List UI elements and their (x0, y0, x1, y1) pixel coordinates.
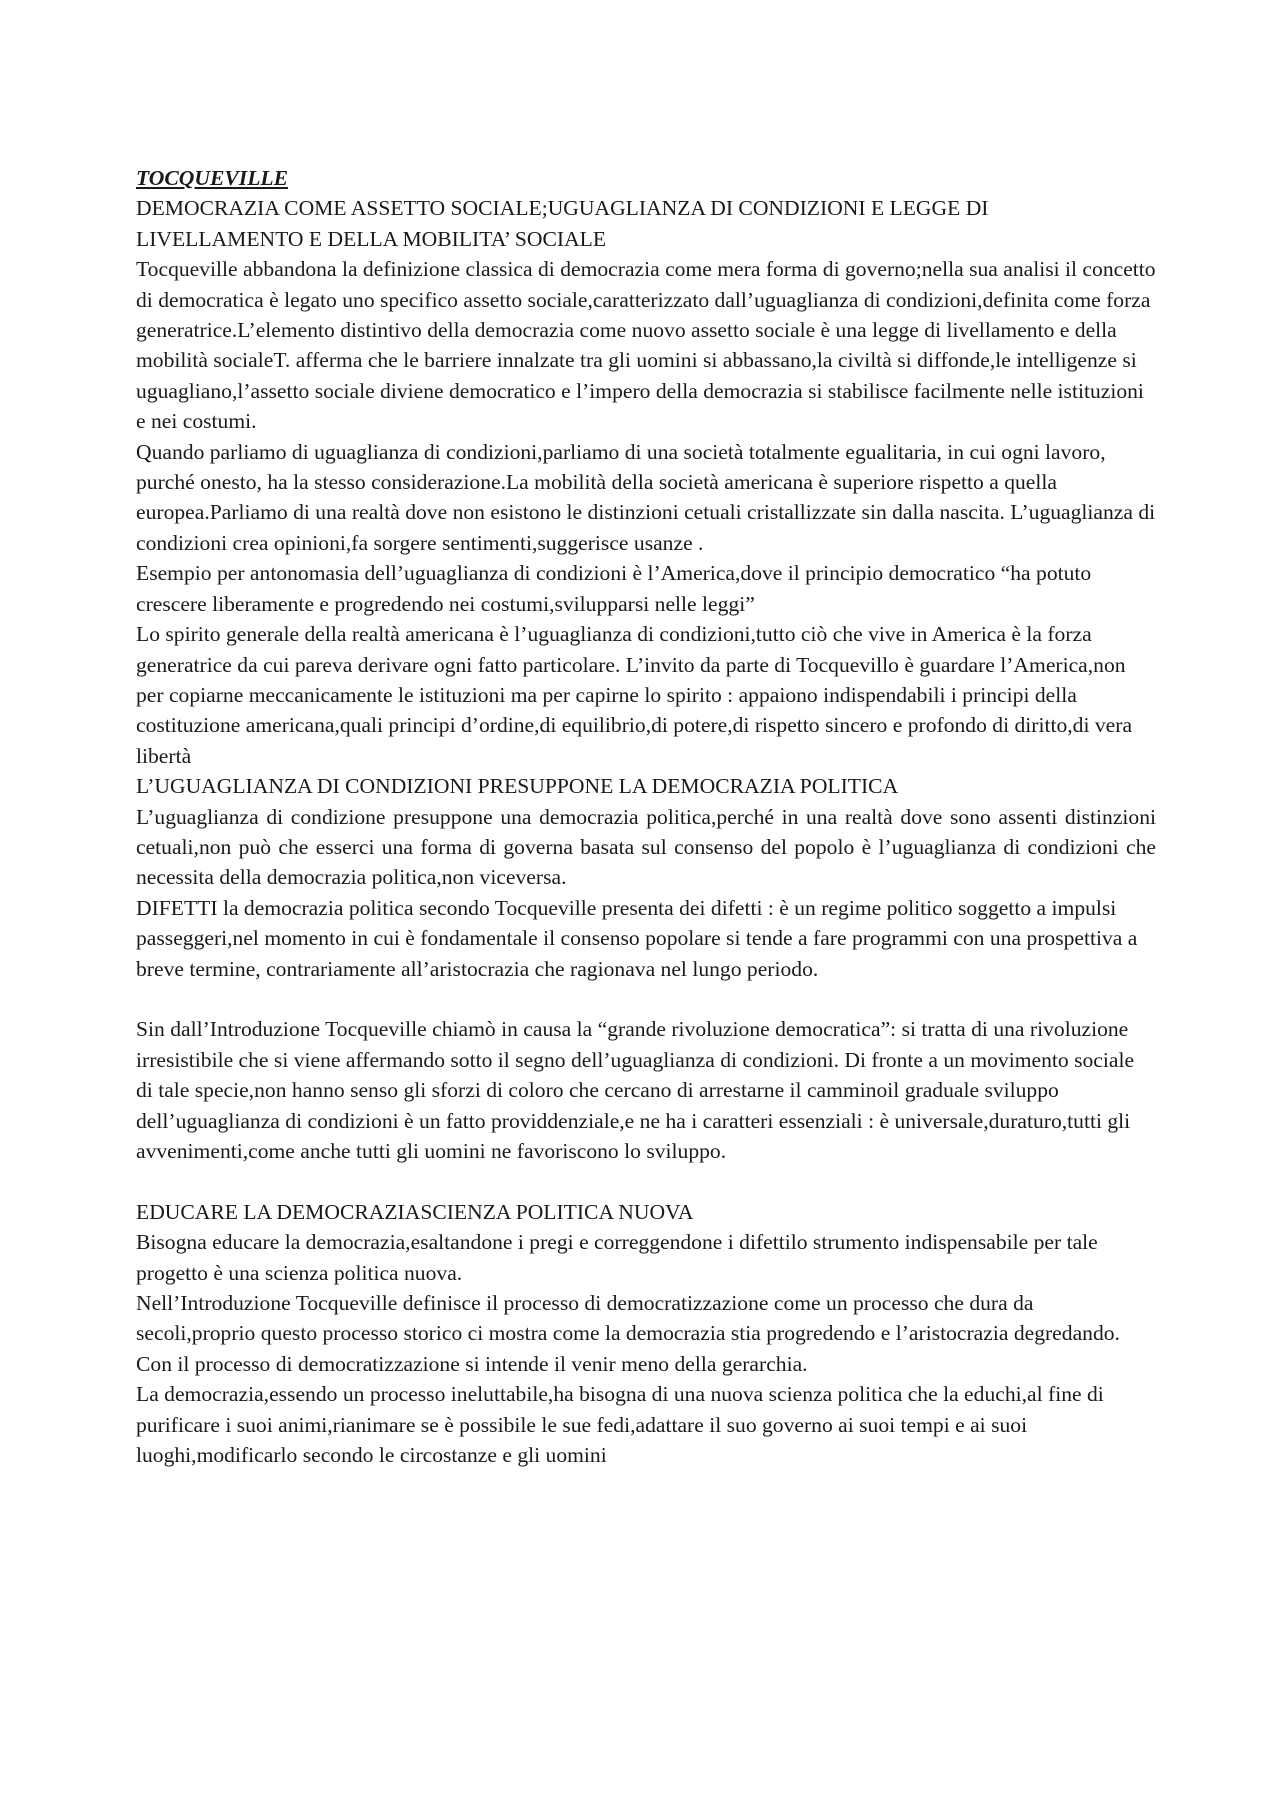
paragraph: Bisogna educare la democrazia,esaltandone i pregi e correggendone i difettilo strumento indispensabile per tale progetto è una scienza politica nuova. (136, 1230, 1098, 1285)
paragraph: La democrazia,essendo un processo ineluttabile,ha bisogna di una nuova scienza politica che la educhi,al fine di purificare i suoi animi,rianimare se è possibile le sue fedi,adattare il suo governo ai suoi tempi e ai suoi luoghi,modificarlo secondo le circostanze e gli uomini (136, 1382, 1104, 1468)
blank-line (136, 1166, 1156, 1196)
paragraph: Nell’Introduzione Tocqueville definisce il processo di democratizzazione come un processo che dura da secoli,proprio questo processo storico ci mostra come la democrazia stia progredendo e l’aristocrazia degredando. Con il processo di democratizzazione si intende il venir meno della gerarchia. (136, 1291, 1120, 1376)
section-heading-uguaglianza: L’UGUAGLIANZA DI CONDIZIONI PRESUPPONE LA DEMOCRAZIA POLITICA (136, 774, 899, 799)
section-heading-educare: EDUCARE LA DEMOCRAZIASCIENZA POLITICA NUOVA (136, 1199, 694, 1224)
paragraph: Sin dall’Introduzione Tocqueville chiamò in causa la “grande rivoluzione democratica”: si tratta di una rivoluzione irresistibile che si viene affermando sotto il segno dell’uguaglianza di condizioni. Di fronte a un movimento sociale di tale specie,non hanno senso gli sforzi di coloro che cercano di arrestarne il camminoil graduale sviluppo dell’uguaglianza di condizioni è un fatto providdenziale,e ne ha i caratteri essenziali : è universale,duraturo,tutti gli avvenimenti,come anche tutti gli uomini ne favoriscono lo sviluppo. (136, 1017, 1135, 1163)
blank-line (136, 984, 1156, 1014)
section-heading-democrazia: DEMOCRAZIA COME ASSETTO SOCIALE;UGUAGLIANZA DI CONDIZIONI E LEGGE DI LIVELLAMENTO E DELLA MOBILITA’ SOCIALE (136, 196, 989, 251)
paragraph: L’uguaglianza di condizione presuppone una democrazia politica,perché in una realtà dove sono assenti distinzioni cetuali,non può che esserci una forma di governa basata sul consenso del popolo è l’uguaglianza di condizioni che necessita della democrazia politica,non viceversa. (136, 804, 1156, 890)
document-title: TOCQUEVILLE (136, 166, 288, 190)
paragraph: DIFETTI la democrazia politica secondo Tocqueville presenta dei difetti : è un regime politico soggetto a impulsi passeggeri,nel momento in cui è fondamentale il consenso popolare si tende a fare programmi con una prospettiva a breve termine, contrariamente all’aristocrazia che ragionava nel lungo periodo. (136, 895, 1138, 981)
paragraph: Esempio per antonomasia dell’uguaglianza di condizioni è l’America,dove il principio democratico “ha potuto crescere liberamente e progredendo nei costumi,svilupparsi nelle leggi” (136, 561, 1092, 616)
paragraph: Lo spirito generale della realtà americana è l’uguaglianza di condizioni,tutto ciò che vive in America è la forza generatrice da cui pareva derivare ogni fatto particolare. L’invito da parte di Tocquevillo è guardare l’America,non per copiarne meccanicamente le istituzioni ma per capirne lo spirito : appaiono indispendabili i principi della costituzione americana,quali principi d’ordine,di equilibrio,di potere,di rispetto sincero e profondo di diritto,di vera libertà (136, 622, 1133, 768)
paragraph: Quando parliamo di uguaglianza di condizioni,parliamo di una società totalmente egualitaria, in cui ogni lavoro, purché onesto, ha la stesso considerazione.La mobilità della società americana è superiore rispetto a quella europea.Parliamo di una realtà dove non esistono le distinzioni cetuali cristallizzate sin dalla nascita. L’uguaglianza di condizioni crea opinioni,fa sorgere sentimenti,suggerisce usanze . (136, 439, 1156, 555)
document-page (136, 163, 1156, 1470)
paragraph: Tocqueville abbandona la definizione classica di democrazia come mera forma di governo;nella sua analisi il concetto di democratica è legato uno specifico assetto sociale,caratterizzato dall’uguaglianza di condizioni,definita come forza generatrice.L’elemento distintivo della democrazia come nuovo assetto sociale è una legge di livellamento e della mobilità socialeT. afferma che le barriere innalzate tra gli uomini si abbassano,la civiltà si diffonde,le intelligenze si uguagliano,l’assetto sociale diviene democratico e l’impero della democrazia si stabilisce facilmente nelle istituzioni e nei costumi. (136, 257, 1156, 434)
